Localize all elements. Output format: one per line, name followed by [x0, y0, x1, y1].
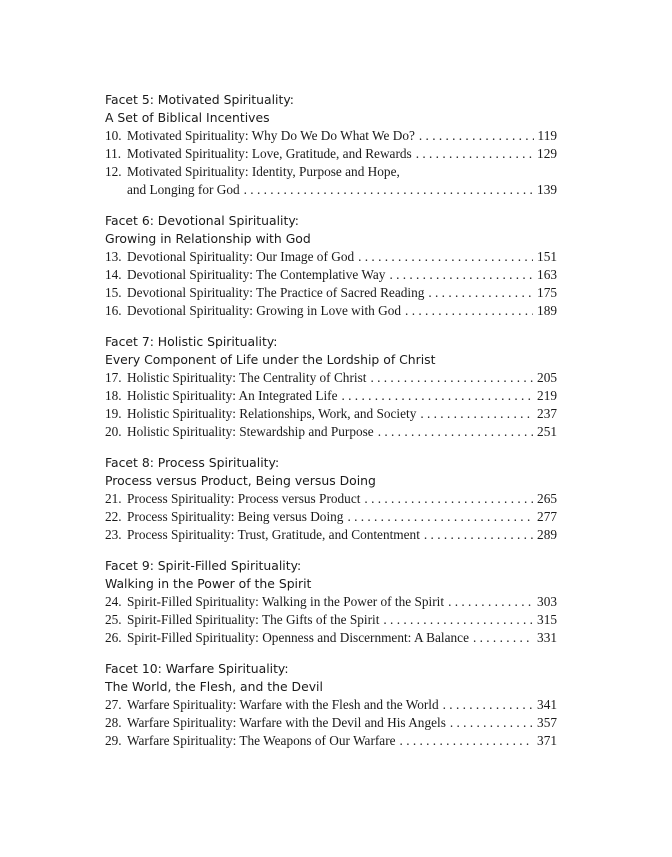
dot-leader — [428, 284, 533, 302]
chapter-number: 11. — [105, 146, 122, 161]
chapter-number: 23. — [105, 527, 122, 542]
chapter-title: Spirit-Filled Spirituality: The Gifts of the Spirit — [127, 612, 380, 627]
chapter-title: Devotional Spirituality: Growing in Love with God — [127, 303, 402, 318]
dot-leader — [342, 387, 534, 405]
chapter-title: Devotional Spirituality: Our Image of God — [127, 249, 355, 264]
chapter-title: Motivated Spirituality: Why Do We Do What We Do? — [127, 128, 415, 143]
chapter-title: Process Spirituality: Being versus Doing — [127, 509, 344, 524]
page-number: 265 — [537, 491, 557, 506]
page-number: 237 — [537, 406, 557, 421]
page-number: 303 — [537, 594, 557, 609]
page-number: 331 — [537, 630, 557, 645]
facet-subtitle: A Set of Biblical Incentives — [105, 110, 270, 125]
toc-entry[interactable] — [105, 284, 557, 302]
dot-leader — [448, 593, 533, 611]
entry-body — [127, 284, 557, 302]
dot-leader — [358, 248, 533, 266]
toc-entry[interactable] — [105, 127, 557, 145]
page-number: 315 — [537, 612, 557, 627]
chapter-title: Spirit-Filled Spirituality: Walking in the Power of the Spirit — [127, 594, 445, 609]
chapter-title: Warfare Spirituality: The Weapons of Our Warfare — [127, 733, 396, 748]
chapter-number: 29. — [105, 733, 122, 748]
dot-leader — [364, 490, 533, 508]
toc-entry[interactable] — [105, 490, 557, 508]
page-number: 163 — [537, 267, 557, 282]
entry-body — [127, 266, 557, 284]
chapter-title: Devotional Spirituality: The Practice of Sacred Reading — [127, 285, 425, 300]
chapter-number: 28. — [105, 715, 122, 730]
dot-leader — [473, 629, 533, 647]
dot-leader — [416, 145, 533, 163]
chapter-number: 16. — [105, 303, 122, 318]
dot-leader — [378, 423, 533, 441]
chapter-title-continued: and Longing for God — [127, 182, 240, 197]
chapter-title: Process Spirituality: Process versus Product — [127, 491, 361, 506]
chapter-title: Holistic Spirituality: Stewardship and Purpose — [127, 424, 374, 439]
facet-heading: Facet 6: Devotional Spirituality: — [105, 213, 299, 228]
chapter-number: 21. — [105, 491, 122, 506]
toc-section — [105, 91, 557, 199]
dot-leader — [420, 405, 533, 423]
chapter-number: 26. — [105, 630, 122, 645]
chapter-number: 17. — [105, 370, 122, 385]
dot-leader — [424, 526, 533, 544]
page-number: 277 — [537, 509, 557, 524]
toc-entry[interactable] — [105, 369, 557, 387]
toc-section — [105, 557, 557, 647]
toc-entry[interactable] — [105, 611, 557, 629]
page-number: 289 — [537, 527, 557, 542]
entry-body — [127, 714, 557, 732]
page-number: 119 — [537, 128, 557, 143]
page-number: 205 — [537, 370, 557, 385]
toc-section — [105, 212, 557, 320]
table-of-contents — [105, 91, 557, 763]
toc-section — [105, 454, 557, 544]
toc-entry[interactable] — [105, 248, 557, 266]
chapter-number: 18. — [105, 388, 122, 403]
page-number: 251 — [537, 424, 557, 439]
chapter-number: 19. — [105, 406, 122, 421]
facet-heading: Facet 9: Spirit-Filled Spirituality: — [105, 558, 302, 573]
facet-heading: Facet 5: Motivated Spirituality: — [105, 92, 294, 107]
toc-entry[interactable] — [105, 423, 557, 441]
chapter-title: Process Spirituality: Trust, Gratitude, and Contentment — [127, 527, 420, 542]
entry-body — [127, 127, 557, 145]
page-number: 219 — [537, 388, 557, 403]
entry-body — [127, 248, 557, 266]
page-number: 189 — [537, 303, 557, 318]
dot-leader — [450, 714, 533, 732]
facet-heading: Facet 10: Warfare Spirituality: — [105, 661, 289, 676]
toc-entry[interactable] — [105, 163, 557, 199]
chapter-number: 24. — [105, 594, 122, 609]
chapter-number: 13. — [105, 249, 122, 264]
page-number: 175 — [537, 285, 557, 300]
toc-entry[interactable] — [105, 145, 557, 163]
chapter-number: 20. — [105, 424, 122, 439]
toc-entry[interactable] — [105, 405, 557, 423]
facet-subtitle: Walking in the Power of the Spirit — [105, 576, 312, 591]
entry-body — [127, 526, 557, 544]
page-number: 371 — [537, 733, 557, 748]
chapter-title: Holistic Spirituality: An Integrated Life — [127, 388, 338, 403]
chapter-title: Spirit-Filled Spirituality: Openness and Discernment: A Balance — [127, 630, 469, 645]
facet-heading: Facet 8: Process Spirituality: — [105, 455, 280, 470]
chapter-title: Warfare Spirituality: Warfare with the Flesh and the World — [127, 697, 439, 712]
entry-body — [127, 611, 557, 629]
chapter-title: Motivated Spirituality: Love, Gratitude, and Rewards — [127, 146, 412, 161]
chapter-number: 22. — [105, 509, 122, 524]
toc-entry[interactable] — [105, 629, 557, 647]
page-number: 139 — [537, 182, 557, 197]
chapter-number: 12. — [105, 164, 122, 179]
chapter-title: Holistic Spirituality: Relationships, Work, and Society — [127, 406, 417, 421]
facet-heading: Facet 7: Holistic Spirituality: — [105, 334, 278, 349]
chapter-title: Devotional Spirituality: The Contemplative Way — [127, 267, 386, 282]
entry-body — [127, 369, 557, 387]
facet-subtitle: Process versus Product, Being versus Doing — [105, 473, 376, 488]
entry-body — [127, 732, 557, 750]
dot-leader — [383, 611, 533, 629]
entry-body — [127, 302, 557, 320]
toc-section — [105, 333, 557, 441]
entry-body — [127, 593, 557, 611]
entry-body — [127, 405, 557, 423]
entry-body — [127, 423, 557, 441]
toc-section — [105, 660, 557, 750]
entry-body — [127, 696, 557, 714]
toc-entry[interactable] — [105, 302, 557, 320]
dot-leader — [389, 266, 533, 284]
chapter-number: 25. — [105, 612, 122, 627]
toc-entry[interactable] — [105, 593, 557, 611]
toc-entry[interactable] — [105, 732, 557, 750]
dot-leader — [405, 302, 533, 320]
dot-leader — [419, 127, 534, 145]
toc-entry[interactable] — [105, 508, 557, 526]
chapter-number: 14. — [105, 267, 122, 282]
chapter-number: 27. — [105, 697, 122, 712]
chapter-title: Motivated Spirituality: Identity, Purpose and Hope, — [127, 164, 400, 179]
dot-leader — [370, 369, 533, 387]
toc-entry[interactable] — [105, 526, 557, 544]
facet-subtitle: Every Component of Life under the Lordship of Christ — [105, 352, 436, 367]
entry-body — [127, 508, 557, 526]
entry-body — [127, 387, 557, 405]
dot-leader — [347, 508, 533, 526]
toc-entry[interactable] — [105, 714, 557, 732]
chapter-title: Holistic Spirituality: The Centrality of Christ — [127, 370, 367, 385]
chapter-number: 15. — [105, 285, 122, 300]
dot-leader — [400, 732, 534, 750]
dot-leader — [443, 696, 533, 714]
page-number: 151 — [537, 249, 557, 264]
page-number: 357 — [537, 715, 557, 730]
entry-body — [127, 490, 557, 508]
entry-body — [127, 629, 557, 647]
toc-entry[interactable] — [105, 387, 557, 405]
chapter-number: 10. — [105, 128, 122, 143]
toc-entry[interactable] — [105, 696, 557, 714]
facet-subtitle: Growing in Relationship with God — [105, 231, 311, 246]
chapter-title: Warfare Spirituality: Warfare with the Devil and His Angels — [127, 715, 446, 730]
toc-entry[interactable] — [105, 266, 557, 284]
page-number: 129 — [537, 146, 557, 161]
dot-leader — [244, 181, 533, 199]
page-number: 341 — [537, 697, 557, 712]
facet-subtitle: The World, the Flesh, and the Devil — [105, 679, 323, 694]
entry-body — [127, 163, 557, 199]
entry-body — [127, 145, 557, 163]
